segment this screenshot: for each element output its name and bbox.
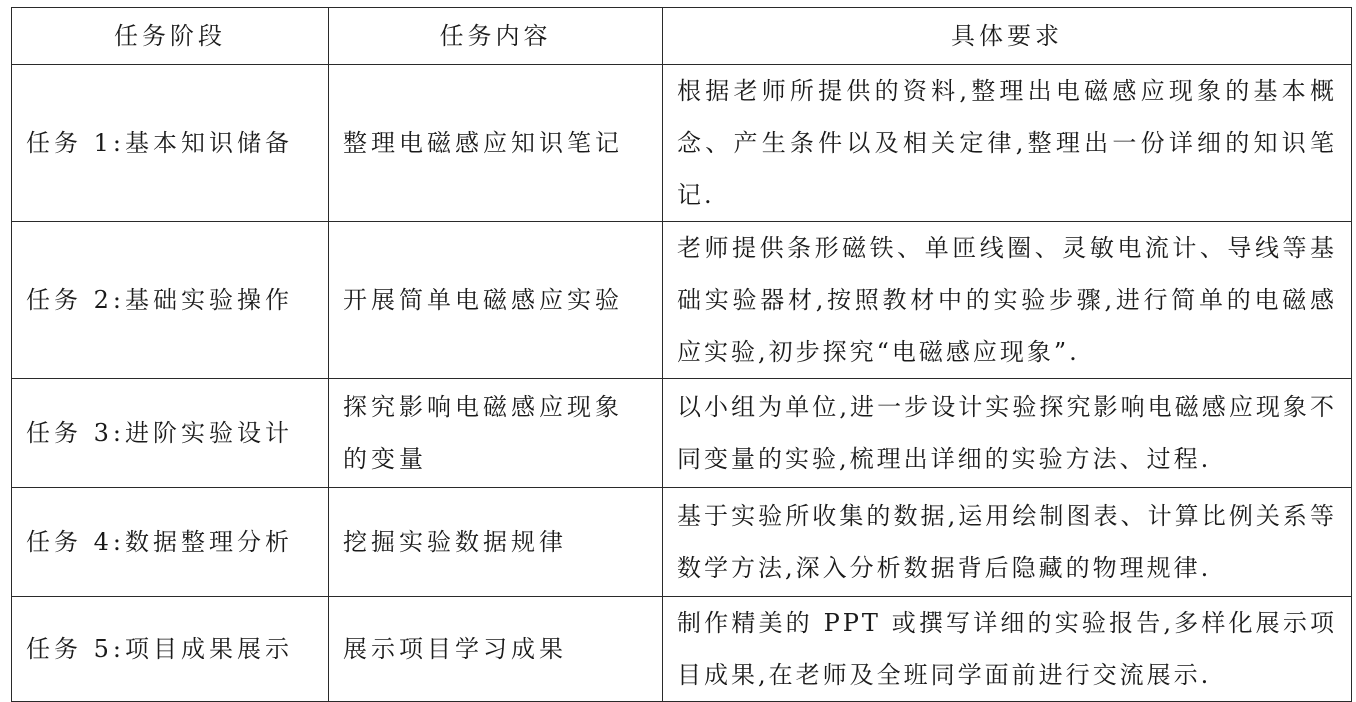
stage-cell: 任务 4:数据整理分析 <box>12 488 329 597</box>
table-row <box>12 65 1352 222</box>
stage-cell: 任务 2:基础实验操作 <box>12 222 329 379</box>
task-table <box>11 7 1352 702</box>
table-row <box>12 222 1352 379</box>
table-row <box>12 379 1352 488</box>
stage-cell: 任务 1:基本知识储备 <box>12 65 329 222</box>
requirement-cell: 以小组为单位,进一步设计实验探究影响电磁感应现象不同变量的实验,梳理出详细的实验方法、过程. <box>663 379 1352 488</box>
requirement-cell: 制作精美的 PPT 或撰写详细的实验报告,多样化展示项目成果,在老师及全班同学面前进行交流展示. <box>663 597 1352 702</box>
stage-cell: 任务 3:进阶实验设计 <box>12 379 329 488</box>
header-content: 任务内容 <box>329 8 663 65</box>
requirement-cell: 基于实验所收集的数据,运用绘制图表、计算比例关系等数学方法,深入分析数据背后隐藏的物理规律. <box>663 488 1352 597</box>
header-requirement: 具体要求 <box>663 8 1352 65</box>
content-cell: 探究影响电磁感应现象的变量 <box>329 379 663 488</box>
content-cell: 展示项目学习成果 <box>329 597 663 702</box>
header-row <box>12 8 1352 65</box>
table-row <box>12 597 1352 702</box>
header-stage: 任务阶段 <box>12 8 329 65</box>
content-cell: 挖掘实验数据规律 <box>329 488 663 597</box>
requirement-cell: 根据老师所提供的资料,整理出电磁感应现象的基本概念、产生条件以及相关定律,整理出一份详细的知识笔记. <box>663 65 1352 222</box>
content-cell: 整理电磁感应知识笔记 <box>329 65 663 222</box>
requirement-cell: 老师提供条形磁铁、单匝线圈、灵敏电流计、导线等基础实验器材,按照教材中的实验步骤,进行简单的电磁感应实验,初步探究“电磁感应现象”. <box>663 222 1352 379</box>
content-cell: 开展简单电磁感应实验 <box>329 222 663 379</box>
table-row <box>12 488 1352 597</box>
stage-cell: 任务 5:项目成果展示 <box>12 597 329 702</box>
